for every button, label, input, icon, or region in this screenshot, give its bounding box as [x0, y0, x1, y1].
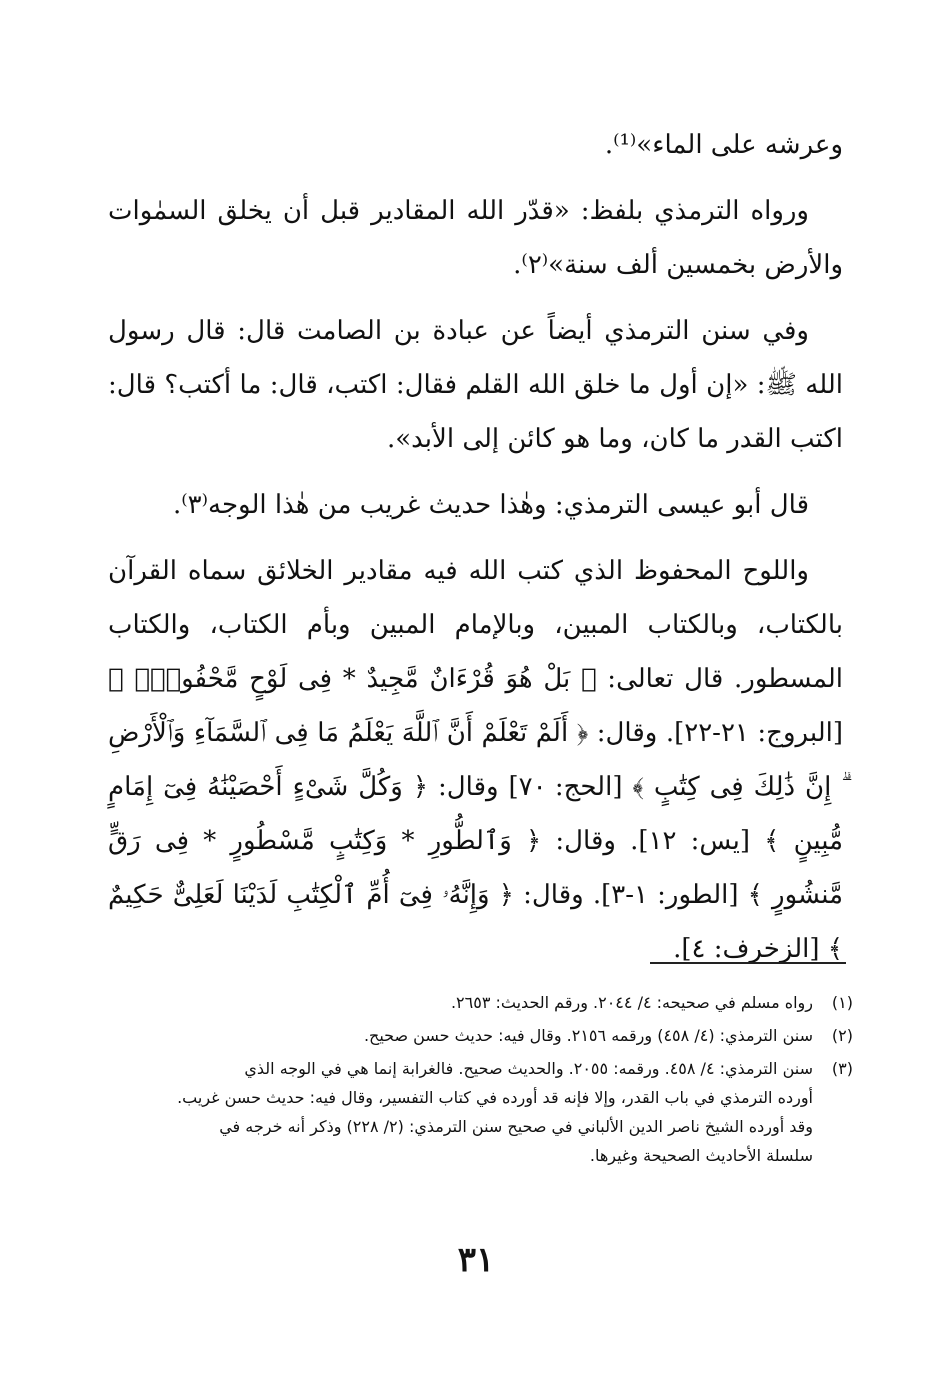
- paragraph-5: واللوح المحفوظ الذي كتب الله فيه مقادير الخلائق سماه القرآن بالكتاب، وبالكتاب المبين، وبالإمام المبين وبأم الكتاب، والكتاب المسطور. قال تعالى: ﴿ بَلْ هُوَ قُرْءَانٌ مَّجِيدٌ * فِى لَوْحٍ مَّحْفُوظٍۭ ﴾ [البروج: ٢١-٢٢]. وقال: ﴿ أَلَمْ تَعْلَمْ أَنَّ ٱللَّهَ يَعْلَمُ مَا فِى ٱلسَّمَآءِ وَٱلْأَرْضِ ۗ إِنَّ ذَٰلِكَ فِى كِتَٰبٍ ﴾ [الحج: ٧٠] وقال: ﴿ وَكُلَّ شَىْءٍ أَحْصَيْنَٰهُ فِىٓ إِمَامٍ مُّبِينٍ ﴾ [يس: ١٢]. وقال: ﴿ وَٱلطُّورِ * وَكِتَٰبٍ مَّسْطُورٍ * فِى رَقٍّ مَّنشُورٍ ﴾ [الطور: ١-٣]. وقال: ﴿ وَإِنَّهُۥ فِىٓ أُمِّ ٱلْكِتَٰبِ لَدَيْنَا لَعَلِىٌّ حَكِيمٌ ﴾ [الزخرف: ٤].: [108, 556, 843, 964]
- footnote-text: [108, 1021, 813, 1050]
- footnote-number: (٢): [831, 1026, 853, 1045]
- footnote-line: رواه مسلم في صحيحه: ٤/ ٢٠٤٤. ورقم الحديث: ٢٦٥٣.: [450, 993, 813, 1012]
- footnote-1: [108, 988, 853, 1017]
- footnote-text: [108, 988, 813, 1017]
- paragraph-3: وفي سنن الترمذي أيضاً عن عبادة بن الصامت قال: قال رسول الله ﷺ: «إن أول ما خلق الله القلم فقال: اكتب، قال: ما أكتب؟ قال: اكتب القدر ما كان، وما هو كائن إلى الأبد».: [108, 316, 843, 454]
- footnote-number: (١): [831, 993, 853, 1012]
- footnote-line: وقد أورده الشيخ ناصر الدين الألباني في صحيح سنن الترمذي: (٢/ ٢٢٨) وذكر أنه خرجه في: [219, 1117, 813, 1136]
- footnotes: [108, 988, 853, 1174]
- page-number: ٣١: [457, 1240, 495, 1280]
- footnote-3: [108, 1054, 853, 1170]
- footnote-line: سلسلة الأحاديث الصحيحة وغيرها.: [589, 1146, 813, 1165]
- footnote-line: أورده الترمذي في باب القدر، وإلا فإنه قد أورده في كتاب التفسير، وقال فيه: حديث حسن غريب.: [177, 1088, 813, 1107]
- paragraph-4: قال أبو عيسى الترمذي: وهٰذا حديث غريب من هٰذا الوجه⁽٣⁾.: [173, 490, 809, 520]
- paragraph-1: وعرشه على الماء»⁽¹⁾.: [604, 130, 843, 160]
- footnote-line: سنن الترمذي: (٤/ ٤٥٨) ورقمه ٢١٥٦. وقال فيه: حديث حسن صحيح.: [363, 1026, 813, 1045]
- footnote-number: (٣): [831, 1059, 853, 1078]
- main-text: [108, 118, 843, 988]
- footnote-text: [108, 1054, 813, 1170]
- footnote-2: [108, 1021, 853, 1050]
- footnote-line: سنن الترمذي: ٤/ ٤٥٨. ورقمه: ٢٠٥٥. والحديث صحيح. فالغرابة إنما هي في الوجه الذي: [244, 1059, 813, 1078]
- footnote-divider: [650, 962, 846, 964]
- paragraph-2: ورواه الترمذي بلفظ: «قدّر الله المقادير قبل أن يخلق السمٰوات والأرض بخمسين ألف سنة»⁽٢⁾.: [108, 196, 843, 280]
